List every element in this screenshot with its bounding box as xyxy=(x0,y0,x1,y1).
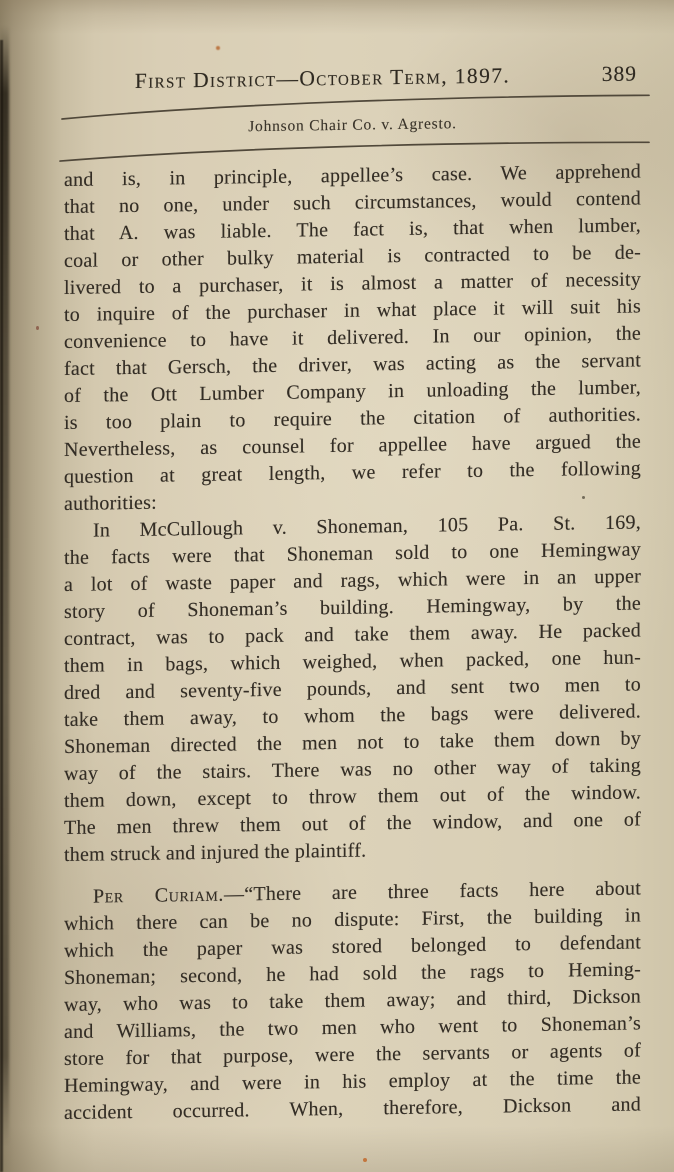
text-line: convenience to have it delivered. In our opinion, the xyxy=(64,322,641,353)
text-line: the facts were that Shoneman sold to one Hemingway xyxy=(64,538,641,569)
text-line: that A. was liable. The fact is, that when lumber, xyxy=(64,214,641,245)
text-line: of the Ott Lumber Company in unloading the lumber, xyxy=(64,376,641,407)
text-line: take them away, to whom the bags were delivered. xyxy=(64,700,641,731)
text-line: fact that Gersch, the driver, was acting as the servant xyxy=(64,349,641,380)
page-number: 389 xyxy=(601,61,637,87)
text-line: which the paper was stored belonged to defendant xyxy=(64,931,641,962)
text-line: them down, except to throw them out of the window. xyxy=(64,781,641,812)
paragraph xyxy=(64,509,641,869)
paper-speck xyxy=(363,1158,367,1162)
paper-speck xyxy=(36,326,39,330)
text-line: to inquire of the purchaser in what place it will suit his xyxy=(64,295,641,326)
text-line: them struck and injured the plaintiff. xyxy=(64,839,367,866)
text-line: Shoneman directed the men not to take them down by xyxy=(64,727,641,758)
text-line: that no one, under such circumstances, would contend xyxy=(64,187,641,218)
text-line: which there can be no dispute: First, the building in xyxy=(64,904,641,935)
text-line: store for that purpose, were the servants or agents of xyxy=(64,1039,641,1070)
case-name: Johnson Chair Co. v. Agresto. xyxy=(248,115,457,136)
text-line: accident occurred. When, therefore, Dickson and xyxy=(64,1093,641,1124)
paragraph xyxy=(64,158,641,518)
paper-speck xyxy=(582,496,585,499)
text-line: Per Curiam.—“There are three facts here about xyxy=(93,877,641,908)
text-line: The men threw them out of the window, and one of xyxy=(64,808,641,839)
text-line: Nevertheless, as counsel for appellee have argued the xyxy=(64,430,641,461)
text-line: a lot of waste paper and rags, which were in an upper xyxy=(64,565,641,596)
text-line: and is, in principle, appellee’s case. We apprehend xyxy=(64,160,641,191)
text-line: story of Shoneman’s building. Hemingway, by the xyxy=(64,592,641,623)
text-line: and Williams, the two men who went to Shoneman’s xyxy=(64,1012,641,1043)
paper-speck xyxy=(216,46,220,50)
body-text xyxy=(64,158,641,1127)
text-line: contract, was to pack and take them away. He packed xyxy=(64,619,641,650)
text-line: way of the stairs. There was no other way of taking xyxy=(64,754,641,785)
bottom-rule xyxy=(60,141,649,161)
text-line: Hemingway, and were in his employ at the time the xyxy=(64,1066,641,1097)
text-line: way, who was to take them away; and third, Dickson xyxy=(64,985,641,1016)
text-line: In McCullough v. Shoneman, 105 Pa. St. 169, xyxy=(93,511,641,542)
text-line: livered to a purchaser, it is almost a matter of necessity xyxy=(64,268,641,299)
running-header-title: First District—October Term, 1897. xyxy=(134,63,511,93)
paragraph xyxy=(64,875,641,1127)
text-line: coal or other bulky material is contracted to be de- xyxy=(64,241,641,272)
text-line: dred and seventy-five pounds, and sent two men to xyxy=(64,673,641,704)
small-caps-phrase: Per Curiam. xyxy=(93,883,225,908)
text-line: them in bags, which weighed, when packed, one hun- xyxy=(64,646,641,677)
text-line: question at great length, we refer to the following xyxy=(64,457,641,488)
text-line: Shoneman; second, he had sold the rags to Heming- xyxy=(64,958,641,989)
text-line: authorities: xyxy=(64,491,157,515)
text-line: is too plain to require the citation of authorities. xyxy=(64,403,641,434)
